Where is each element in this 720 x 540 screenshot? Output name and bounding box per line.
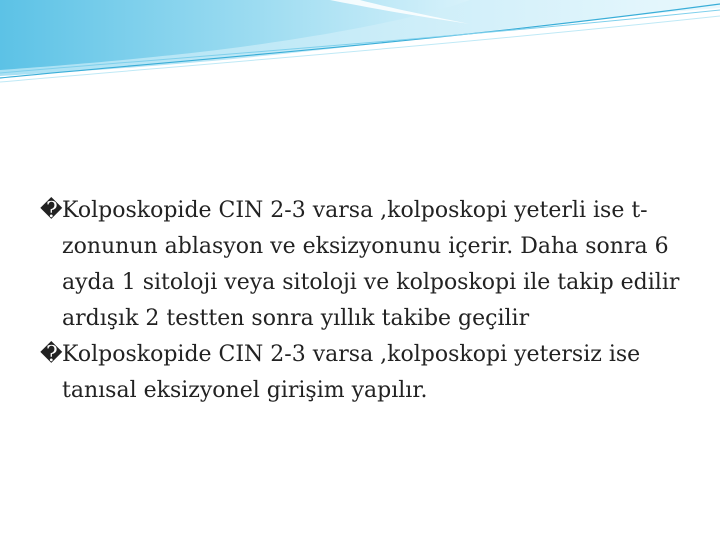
wave-header-decoration: [0, 0, 720, 90]
slide-body-text: [40, 193, 690, 409]
bullet-item-1: [40, 193, 690, 337]
bullet-marker: �: [40, 198, 63, 223]
bullet-text-1: Kolposkopide CIN 2-3 varsa ,kolposkopi yeterli ise t-zonunun ablasyon ve eksizyonunu içerir. Daha sonra 6 ayda 1 sitoloji veya sitoloji ve kolposkopi ile takip edilir ardışık 2 testten sonra yıllık takibe geçilir: [62, 198, 680, 331]
bullet-marker: �: [40, 342, 63, 367]
bullet-item-2: [40, 337, 690, 409]
bullet-text-2: Kolposkopide CIN 2-3 varsa ,kolposkopi yetersiz ise tanısal eksizyonel girişim yapılır.: [62, 342, 641, 403]
